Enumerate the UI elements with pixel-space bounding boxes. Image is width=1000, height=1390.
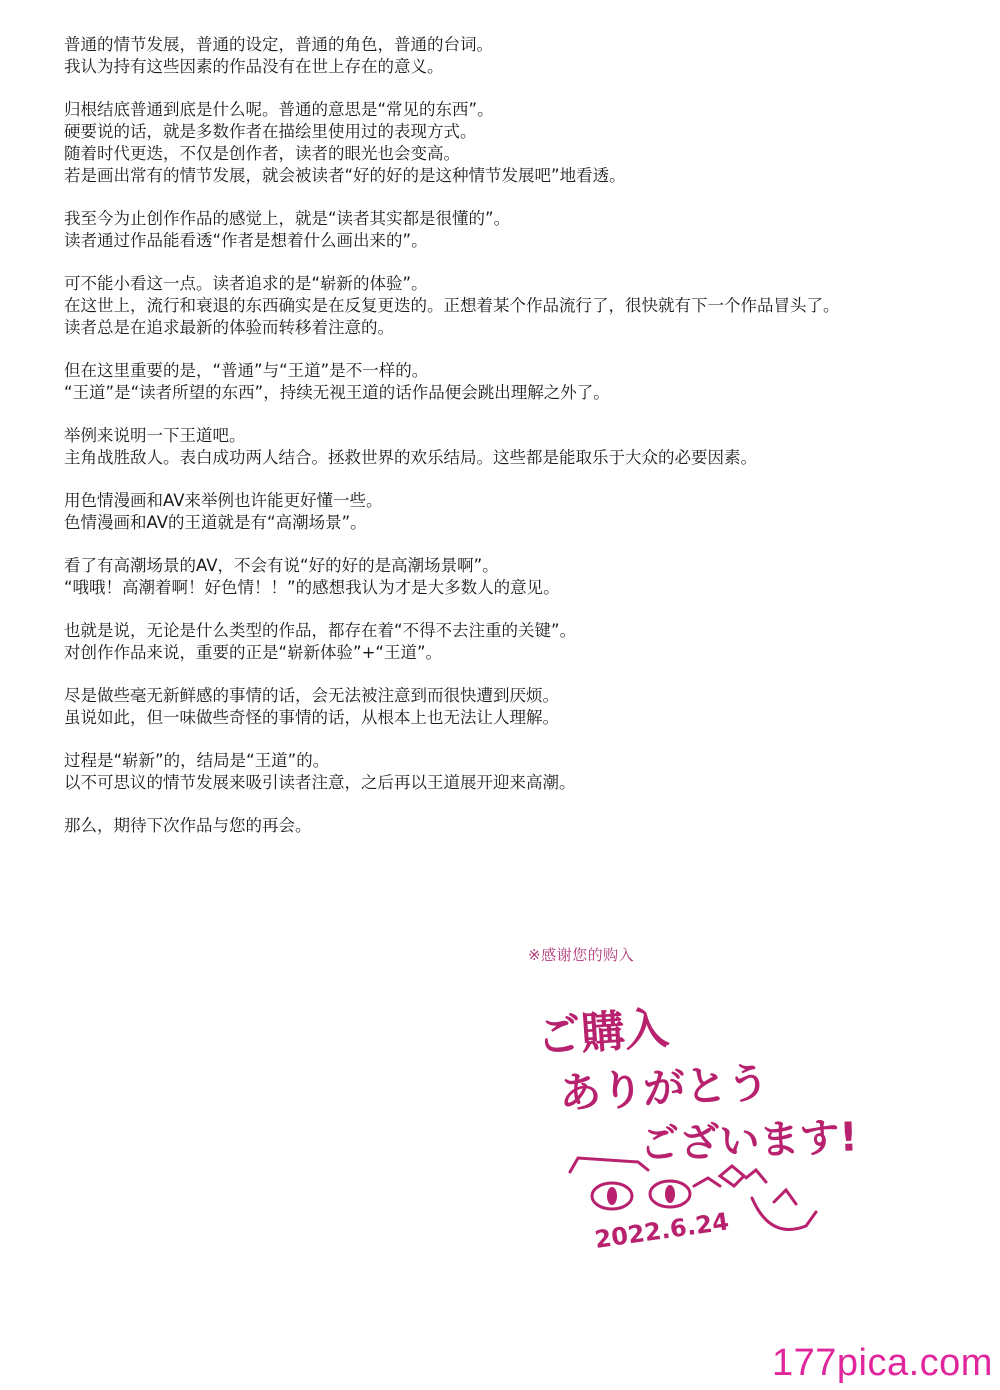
text-line: 读者通过作品能看透“作者是想着什么画出来的”。 [64, 231, 428, 250]
paragraph [64, 99, 964, 187]
signature-drawing [520, 990, 880, 1260]
paragraph [64, 34, 964, 78]
text-line: 可不能小看这一点。读者追求的是“崭新的体验”。 [64, 274, 428, 293]
face-pupils [607, 1185, 675, 1205]
thanks-note: ※感谢您的购入 [528, 946, 635, 964]
text-line: 尽是做些毫无新鲜感的事情的话，会无法被注意到而很快遭到厌烦。 [64, 686, 559, 705]
paragraph [64, 620, 964, 664]
paragraph [64, 685, 964, 729]
signature-date: 2022.6.24 [592, 1207, 731, 1254]
text-line: 看了有高潮场景的AV，不会有说“好的好的是高潮场景啊”。 [64, 556, 499, 575]
text-line: 在这世上，流行和衰退的东西确实是在反复更迭的。正想着某个作品流行了，很快就有下一个作品冒头了。 [64, 296, 840, 315]
text-line: 读者总是在追求最新的体验而转移着注意的。 [64, 318, 394, 337]
text-line: 主角战胜敌人。表白成功两人结合。拯救世界的欢乐结局。这些都是能取乐于大众的必要因素。 [64, 448, 757, 467]
signature-line-2: ありがとう [557, 1058, 771, 1118]
text-line: 我认为持有这些因素的作品没有在世上存在的意义。 [64, 57, 444, 76]
text-line: “王道”是“读者所望的东西”，持续无视王道的话作品便会跳出理解之外了。 [64, 383, 610, 402]
text-line: 过程是“崭新”的，结局是“王道”的。 [64, 751, 330, 770]
watermark: 177pica.com [772, 1342, 993, 1384]
text-line: 也就是说，无论是什么类型的作品，都存在着“不得不去注重的关键”。 [64, 621, 577, 640]
text-line: 但在这里重要的是，“普通”与“王道”是不一样的。 [64, 361, 429, 380]
text-line: 若是画出常有的情节发展，就会被读者“好的好的是这种情节发展吧”地看透。 [64, 166, 626, 185]
text-line: 归根结底普通到底是什么呢。普通的意思是“常见的东西”。 [64, 100, 494, 119]
paragraph [64, 490, 964, 534]
text-line: 举例来说明一下王道吧。 [64, 426, 246, 445]
text-line: 那么，期待下次作品与您的再会。 [64, 816, 312, 835]
paragraph [64, 273, 964, 339]
text-line: 普通的情节发展，普通的设定，普通的角色，普通的台词。 [64, 35, 493, 54]
text-line: 以不可思议的情节发展来吸引读者注意，之后再以王道展开迎来高潮。 [64, 773, 576, 792]
handwritten-signature [520, 990, 880, 1260]
text-line: 用色情漫画和AV来举例也许能更好懂一些。 [64, 491, 383, 510]
afterword-text [64, 34, 964, 858]
text-line: 虽说如此，但一味做些奇怪的事情的话，从根本上也无法让人理解。 [64, 708, 559, 727]
text-line: 随着时代更迭，不仅是创作者，读者的眼光也会变高。 [64, 144, 460, 163]
signature-line-3: ございます! [638, 1114, 859, 1168]
paragraph [64, 815, 964, 837]
paragraph [64, 750, 964, 794]
text-line: 我至今为止创作作品的感觉上，就是“读者其实都是很懂的”。 [64, 209, 511, 228]
paragraph [64, 425, 964, 469]
text-line: “哦哦！高潮着啊！好色情！！”的感想我认为才是大多数人的意见。 [64, 578, 560, 597]
text-line: 色情漫画和AV的王道就是有“高潮场景”。 [64, 513, 367, 532]
paragraph [64, 360, 964, 404]
text-line: 硬要说的话，就是多数作者在描绘里使用过的表现方式。 [64, 122, 477, 141]
signature-line-1: ご購入 [535, 1002, 671, 1063]
paragraph [64, 208, 964, 252]
text-line: 对创作作品来说，重要的正是“崭新体验”+“王道”。 [64, 643, 443, 662]
paragraph [64, 555, 964, 599]
